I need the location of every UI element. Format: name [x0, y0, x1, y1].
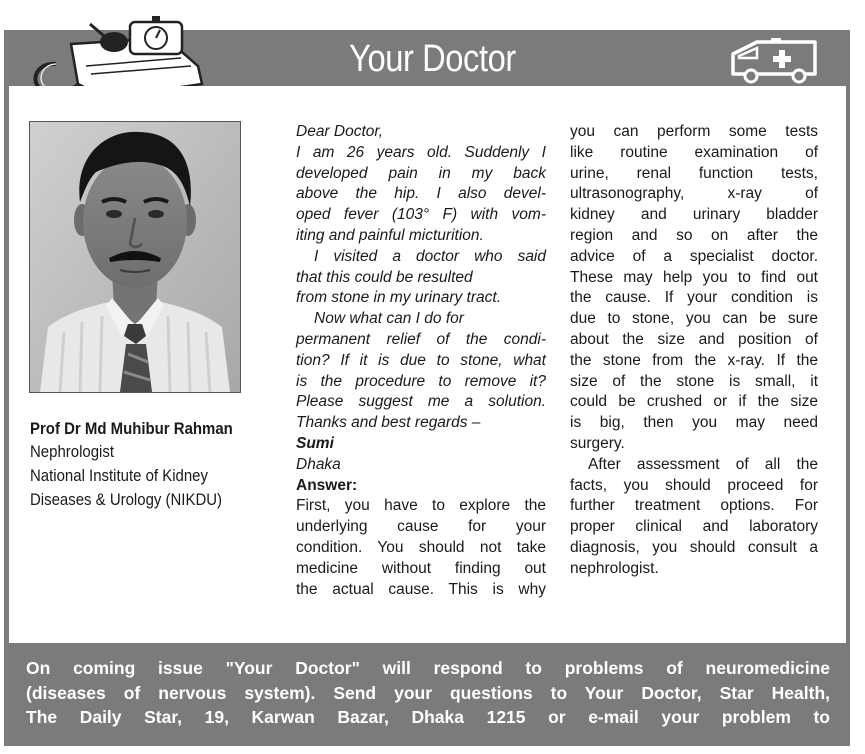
answer-label: Answer: [296, 476, 358, 494]
letter-line: I visited a doctor who said [314, 247, 546, 265]
letter-line: Thanks and best regards – [296, 414, 481, 432]
ambulance-icon [727, 36, 821, 84]
answer-line: facts, you should proceed for [570, 476, 818, 494]
answer-line: First, you have to explore the [296, 497, 546, 515]
letter-line: Now what can I do for [314, 310, 464, 328]
doctor-title: Nephrologist [30, 442, 114, 461]
letter-line: above the hip. I also devel- [296, 185, 546, 203]
doctor-institute-line: Diseases & Urology (NIKDU) [30, 490, 223, 509]
footer-line: (diseases of nervous system). Send your questions to Your Doctor, Star Health, [26, 682, 830, 703]
answer-line: about the size and position of [570, 330, 818, 348]
answer-line: region and so on after the [570, 226, 818, 244]
letter-line: oped fever (103° F) with vom- [296, 206, 546, 224]
page-title: Your Doctor [349, 38, 516, 80]
answer-line: diagnosis, you should consult a [570, 538, 818, 556]
answer-line: medicine without finding out [296, 559, 546, 577]
answer-line: further treatment options. For [570, 497, 818, 515]
answer-line: urine, renal function tests, [570, 164, 818, 182]
answer-line: ultrasonography, x-ray of [570, 185, 818, 203]
doctor-name: Prof Dr Md Muhibur Rahman [30, 419, 233, 438]
answer-line: kidney and urinary bladder [570, 206, 818, 224]
answer-line: condition. You should not take [296, 538, 546, 556]
letter-line: developed pain in my back [296, 164, 546, 182]
answer-line: the actual cause. This is why [296, 580, 546, 598]
answer-line: After assessment of all the [588, 455, 818, 473]
answer-line: you can perform some tests [570, 123, 818, 140]
doctor-institute-line: National Institute of Kidney [30, 466, 208, 485]
answer-line: like routine examination of [570, 143, 818, 161]
answer-line: size of the stone is small, it [570, 372, 818, 390]
letter-salutation: Dear Doctor, [296, 123, 384, 140]
letter-line: that this could be resulted [296, 268, 473, 286]
answer-line: nephrologist. [570, 559, 659, 577]
letter-line: permanent relief of the condi- [296, 330, 546, 348]
answer-line: the stone from the x-ray. If the [570, 351, 818, 369]
answer-line: surgery. [570, 434, 625, 452]
footer-line: The Daily Star, 19, Karwan Bazar, Dhaka 1215 or e-mail your problem to [26, 707, 830, 727]
answer-line: the cause. If your condition is [570, 289, 818, 307]
letter-line: from stone in my urinary tract. [296, 289, 502, 307]
letter-signature-name: Sumi [296, 434, 334, 452]
answer-line: proper clinical and laboratory [570, 518, 818, 536]
answer-line: is big, then you may need [570, 414, 818, 432]
answer-line: could be crushed or if the size [570, 393, 818, 411]
letter-line: Please suggest me a solution. [296, 393, 546, 411]
doctor-portrait [29, 121, 241, 393]
footer-notice [26, 656, 830, 730]
answer-line: underlying cause for your [296, 518, 546, 536]
letter-line: is the procedure to remove it? [296, 372, 546, 390]
footer-line: On coming issue "Your Doctor" will respond to problems of neuromedicine [26, 658, 830, 678]
letter-column [296, 122, 546, 600]
answer-line: These may help you to find out [570, 268, 818, 286]
answer-column [570, 122, 818, 580]
answer-line: advice of a specialist doctor. [570, 247, 818, 265]
answer-line: due to stone, you can be sure [570, 310, 818, 328]
letter-line: iting and painful micturition. [296, 226, 484, 244]
letter-line: tion? If it is due to stone, what [296, 351, 546, 369]
letter-line: I am 26 years old. Suddenly I [296, 143, 546, 161]
letter-signature-place: Dhaka [296, 455, 341, 473]
